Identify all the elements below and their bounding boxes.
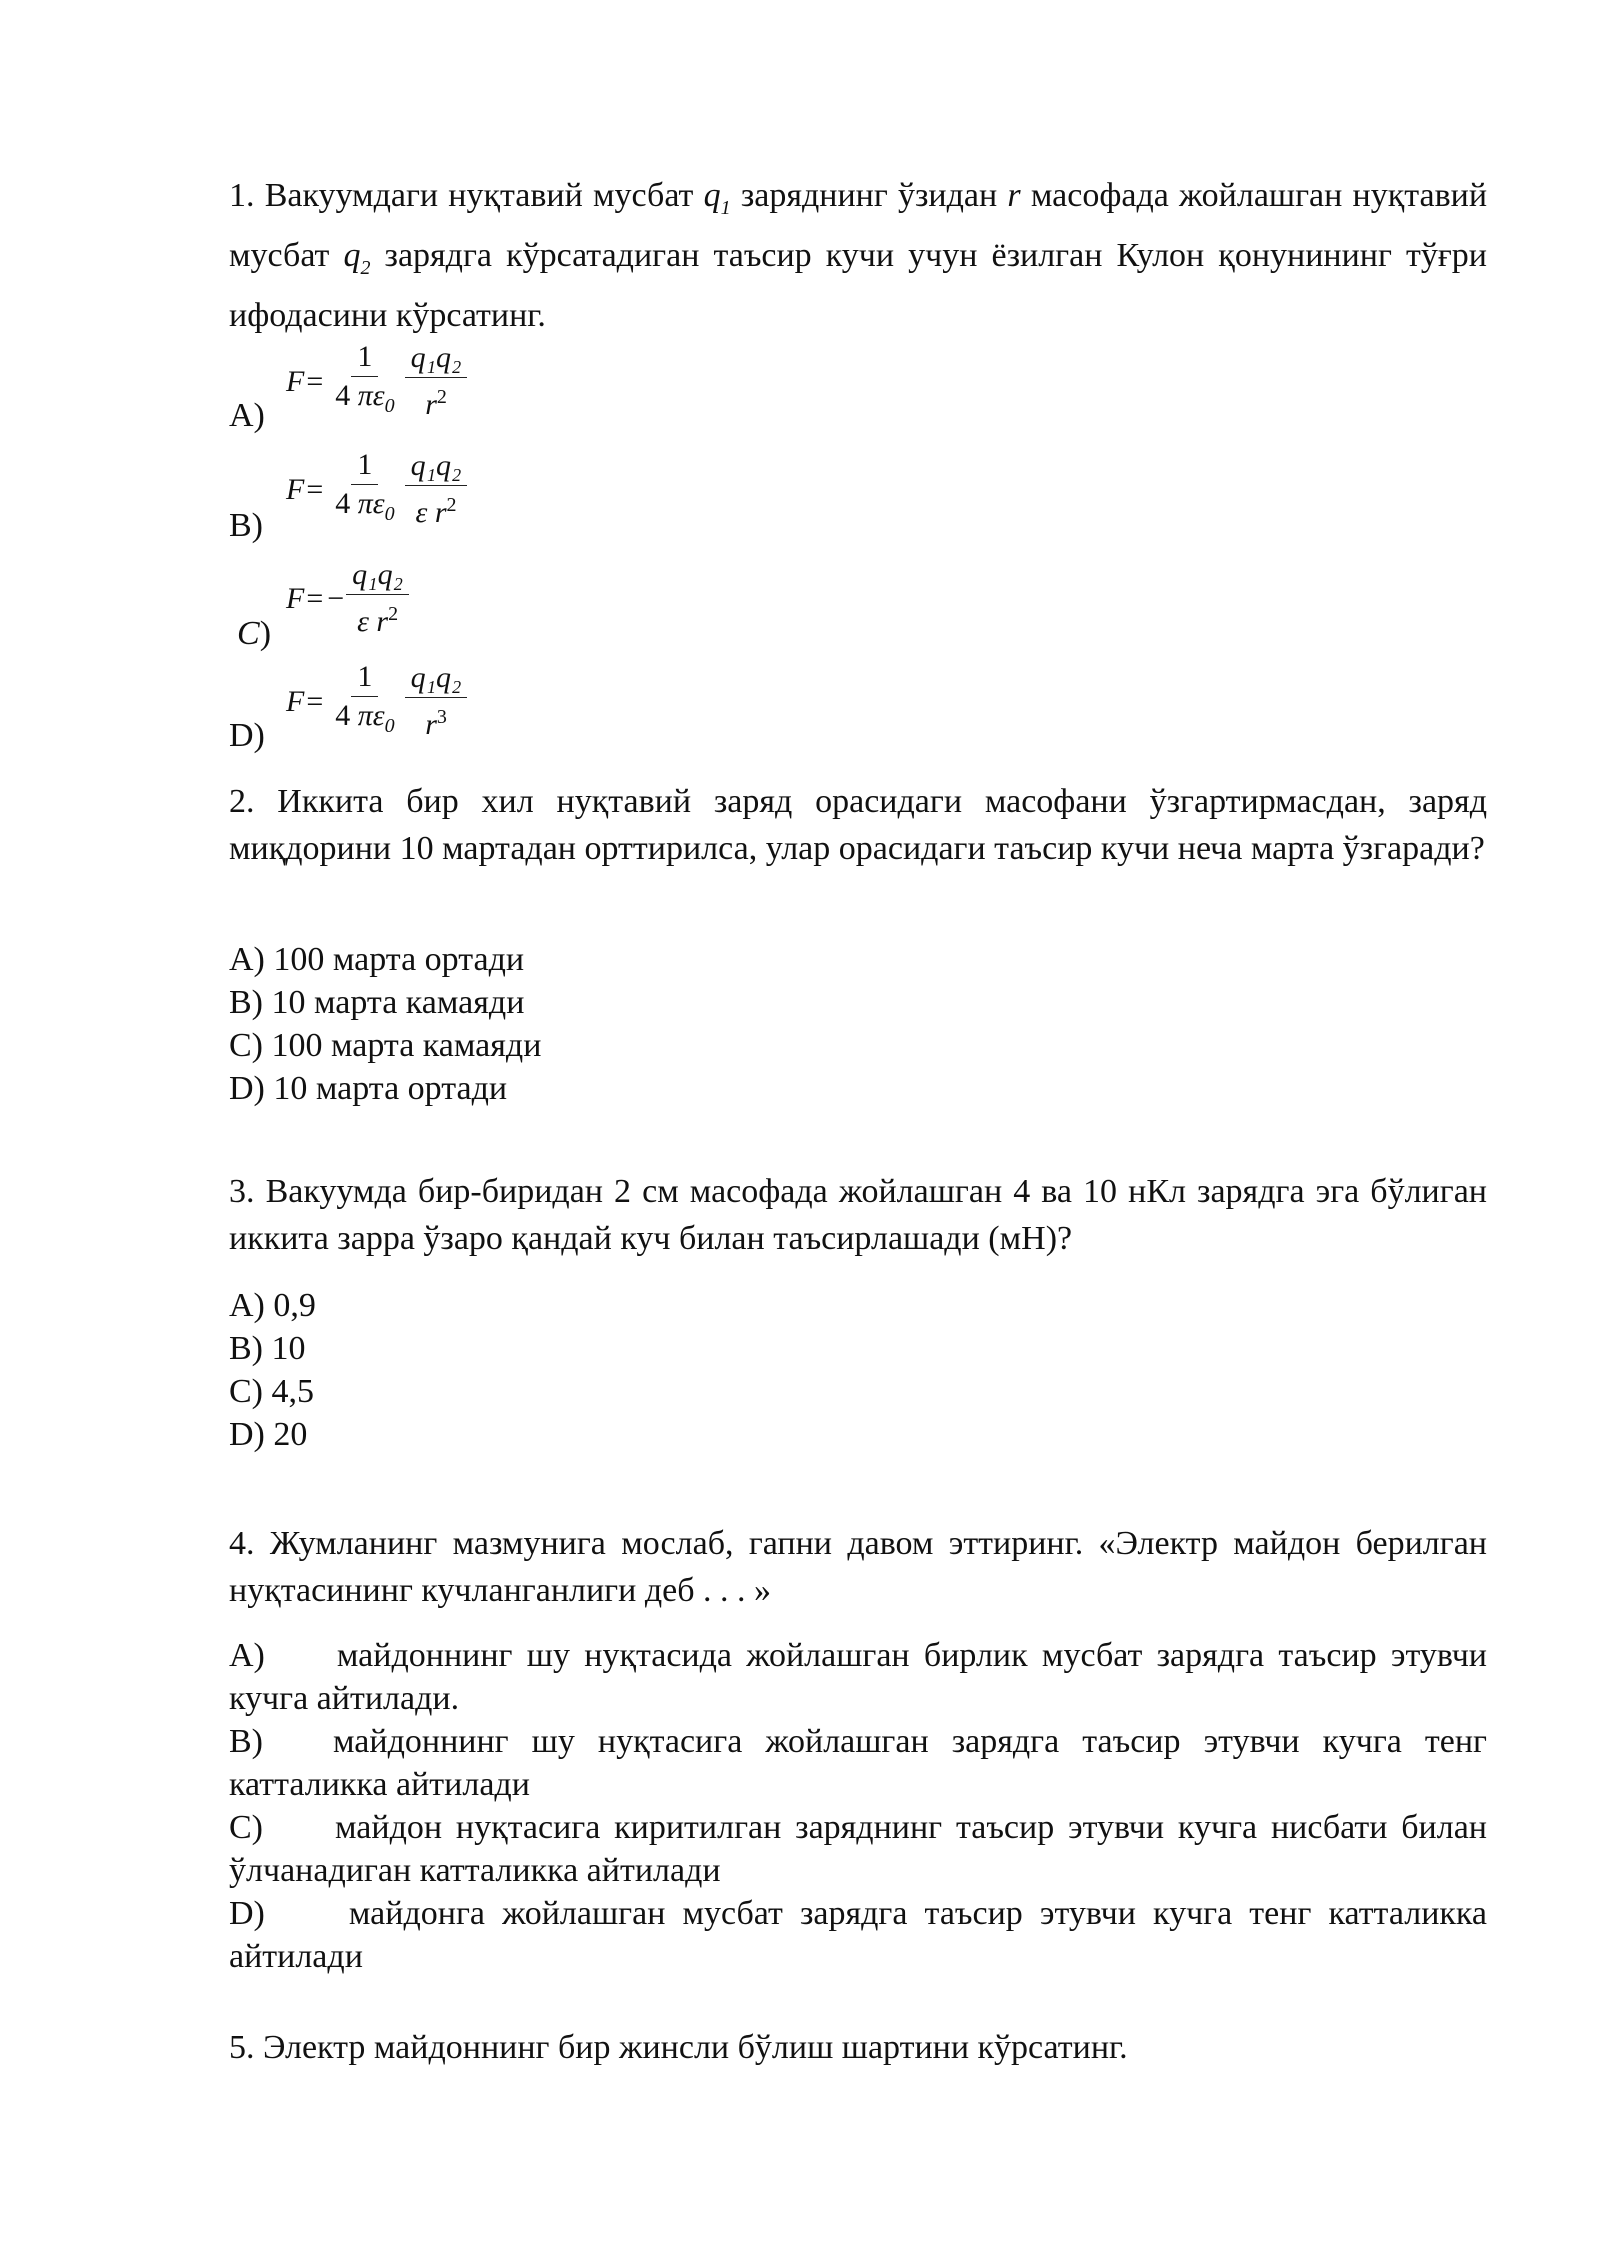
q3-option-c: C) 4,5 [229, 1373, 314, 1410]
q2-option-c: C) 100 марта камаяди [229, 1027, 542, 1064]
question-4-text: 4. Жумланинг мазмунига мослаб, гапни давом эттиринг. «Электр майдон берилган нуқтасининг кучланганлиги деб . . . » [229, 1525, 1487, 1609]
q1-option-a-formula: F = $\frac{1}{4 \pi\varepsilon_0}$ $\frac{\text{q₁q₂}}{r^2}$ [286, 340, 469, 423]
q1-option-d-label: D) [229, 717, 265, 754]
q2-option-d: D) 10 марта ортади [229, 1070, 508, 1107]
question-5-text: 5. Электр майдоннинг бир жинсли бўлиш шартини кўрсатинг. [229, 2029, 1128, 2066]
q4-option-a: A) майдоннинг шу нуқтасида жойлашган бирлик мусбат зарядга таъсир этувчи кучга айтилади. [229, 1637, 1487, 1717]
q1-option-c-formula: F = − $\frac{\text{q₁q₂}}{\varepsilon r^2}$ [286, 558, 411, 639]
question-number: 1. [229, 177, 255, 214]
q4-option-d: D) майдонга жойлашган мусбат зарядга таъсир этувчи кучга тенг катталикка айтилади [229, 1895, 1487, 1975]
q1-option-b-formula: F = $\frac{1}{4 \pi\varepsilon_0}$ $\frac{\text{q₁q₂}}{\varepsilon r^2}$ [286, 448, 469, 531]
q1-option-c-label: C) [237, 615, 272, 652]
q4-option-c: C) майдон нуқтасига киритилган заряднинг таъсир этувчи кучга нисбати билан ўлчанадиган катталикка айтилади [229, 1809, 1487, 1889]
q2-option-a: A) 100 марта ортади [229, 941, 525, 978]
q3-option-b: B) 10 [229, 1330, 306, 1367]
q1-option-d-formula: F = $\frac{1}{4 \pi\varepsilon_0}$ $\frac{\text{q₁q₂}}{r^3}$ [286, 660, 469, 743]
q3-option-a: A) 0,9 [229, 1287, 316, 1324]
q3-option-d: D) 20 [229, 1416, 308, 1453]
q4-option-b: B) майдоннинг шу нуқтасига жойлашган зарядга таъсир этувчи кучга тенг катталикка айтилади [229, 1723, 1487, 1803]
question-3-text: 3. Вакуумда бир-биридан 2 см масофада жойлашган 4 ва 10 нКл зарядга эга бўлиган иккита зарра ўзаро қандай куч билан таъсирлашади (мН)? [229, 1173, 1487, 1257]
q1-option-b-label: B) [229, 507, 263, 544]
q2-option-b: B) 10 марта камаяди [229, 984, 525, 1021]
question-1-text: 1. Вакуумдаги нуқтавий мусбат $q_1$ заряднинг ўзидан r масофада жойлашган нуқтавий мусбат $q_2$ зарядга кўрсатадиган таъсир кучи учун ёзилган Кулон қонунининг тўғри ифодасини кўрсатинг. [229, 177, 1488, 334]
q1-option-a-label: A) [229, 397, 265, 434]
question-2-text: 2. Иккита бир хил нуқтавий заряд орасидаги масофани ўзгартирмасдан, заряд миқдорини 10 мартадан орттирилса, улар орасидаги таъсир кучи неча марта ўзгаради? [229, 783, 1487, 867]
